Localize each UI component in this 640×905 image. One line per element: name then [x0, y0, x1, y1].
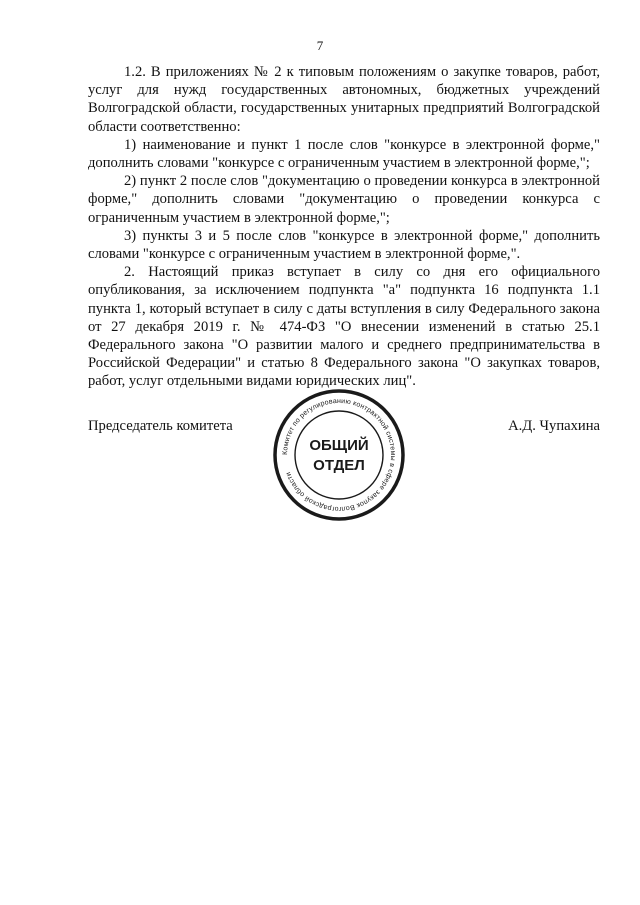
page-number: 7 [316, 38, 324, 53]
official-stamp [270, 386, 408, 524]
stamp-center-line-1: ОБЩИЙ [309, 437, 369, 454]
signature-position: Председатель комитета [88, 418, 233, 434]
paragraph-item-3: 3) пункты 3 и 5 после слов "конкурсе в электронной форме," дополнить словами "конкурсе с ограниченным участием в электронной форме,". [88, 227, 600, 263]
signature-name: А.Д. Чупахина [508, 418, 600, 434]
paragraph-item-1: 1) наименование и пункт 1 после слов "конкурсе в электронной форме," дополнить словами "конкурсе с ограниченным участием в электронной форме,"; [88, 136, 600, 172]
stamp-center-line-2: ОТДЕЛ [313, 457, 365, 474]
paragraph-item-2: 2) пункт 2 после слов "документацию о проведении конкурса в электронной форме," дополнить словами "документацию о проведении конкурса с ограниченным участием в электронной форме,"; [88, 173, 600, 226]
stamp-graphic [270, 386, 408, 524]
paragraph-2: 2. Настоящий приказ вступает в силу со дня его официального опубликования, за исключением подпункта "а" подпункта 16 подпункта 1.1 пункта 1, который вступает в силу с даты вступления в силу Федерального закона от 27 декабря 2019 г. № 474-ФЗ "О внесении изменений в статью 25.1 Федерального закона "О развитии малого и среднего предпринимательства в Российской Федерации" и статью 8 Федерального закона "О закупках товаров, работ, услуг отдельными видами юридических лиц". [88, 264, 600, 390]
stamp-inner-ring [295, 411, 383, 499]
paragraph-1-2: 1.2. В приложениях № 2 к типовым положениям о закупке товаров, работ, услуг для нужд государственных автономных, бюджетных учреждений Волгоградской области, государственных унитарных предприятий Волгоградской области соответственно: [88, 64, 600, 135]
document-body [88, 63, 600, 391]
stamp-outer-ring [275, 391, 403, 519]
stamp-ring-text: Комитет по регулированию контрактной системы в сфере закупок Волгоградской области [281, 397, 397, 513]
